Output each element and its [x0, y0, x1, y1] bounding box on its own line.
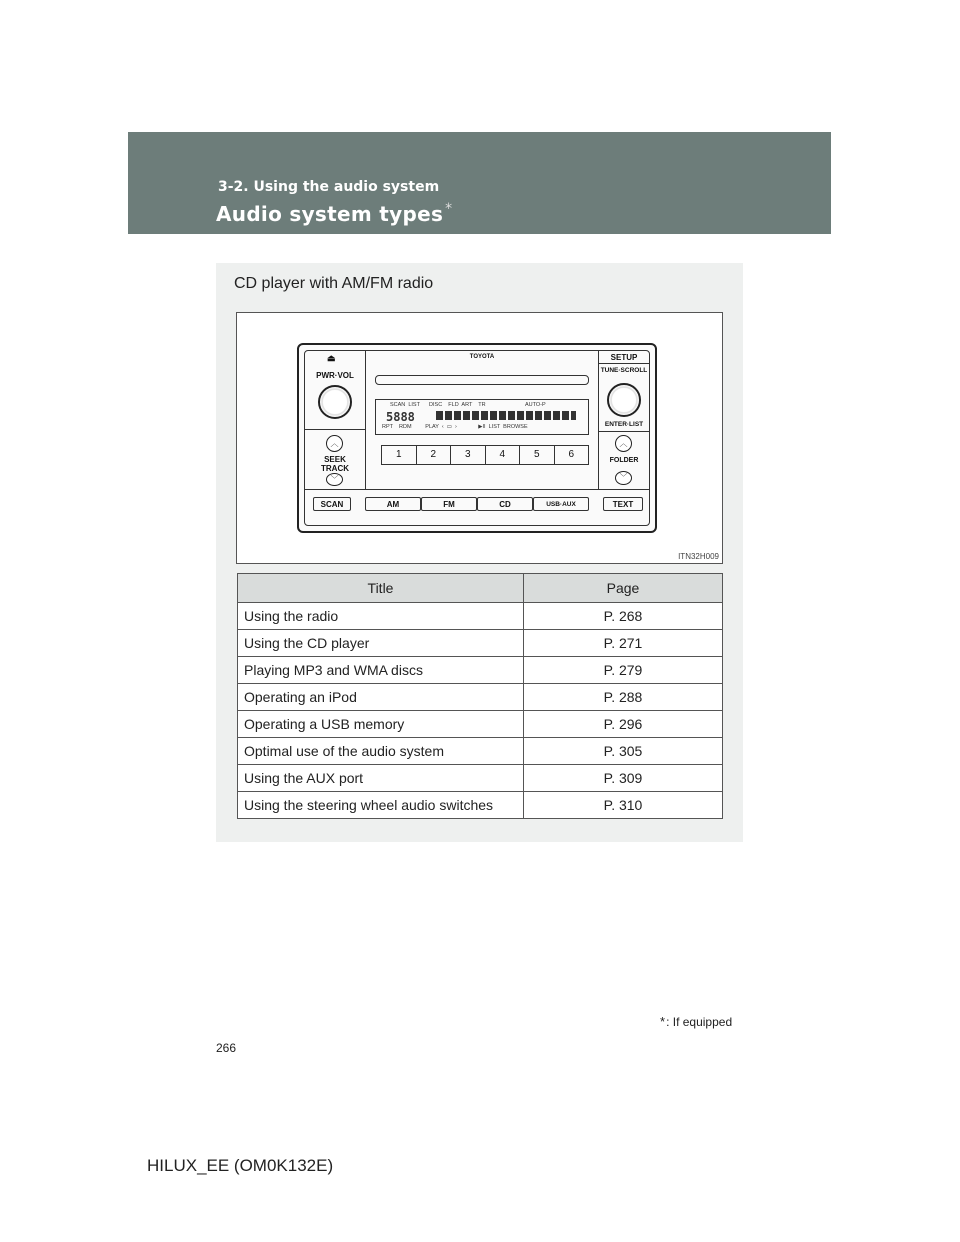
lcd-display: [375, 399, 589, 435]
table-row: [238, 684, 723, 711]
panel-heading: CD player with AM/FM radio: [234, 275, 434, 292]
preset-button-6: 6: [568, 449, 575, 460]
radio-illustration: [236, 312, 723, 564]
row-page-link: P. 279: [524, 657, 723, 684]
column-header-title: Title: [238, 574, 524, 603]
row-title: Using the steering wheel audio switches: [238, 792, 524, 819]
brand-logo: TOYOTA: [469, 354, 495, 360]
seek-down-icon: ﹀: [326, 473, 343, 486]
radio-face: [304, 350, 650, 526]
divider: [599, 363, 649, 364]
table-row: [238, 738, 723, 765]
divider: [305, 429, 365, 430]
title-footnote-mark: *: [445, 201, 453, 217]
row-page-link: P. 309: [524, 765, 723, 792]
preset-button-2: 2: [417, 446, 452, 464]
lcd-segments: [436, 411, 576, 420]
tune-scroll-knob: [607, 383, 641, 417]
chapter-header: [128, 132, 831, 234]
center-section: [367, 351, 597, 489]
footnote-mark: *: [660, 1014, 666, 1029]
row-page-link: P. 305: [524, 738, 723, 765]
lcd-digits: 5888: [386, 410, 415, 424]
am-button: AM: [365, 497, 421, 511]
right-control-column: [598, 351, 649, 489]
page-number: 266: [216, 1041, 237, 1055]
row-title: Using the radio: [238, 603, 524, 630]
preset-button-5: 5: [520, 446, 555, 464]
folder-down-icon: ﹀: [615, 471, 632, 485]
row-title: Playing MP3 and WMA discs: [238, 657, 524, 684]
preset-button-1: 1: [382, 446, 417, 464]
reference-table: [237, 573, 723, 819]
content-panel: [216, 263, 743, 842]
row-title: Operating an iPod: [238, 684, 524, 711]
footnote-text: : If equipped: [666, 1015, 733, 1029]
pwr-vol-label: PWR·VOL: [316, 371, 354, 380]
row-title: Optimal use of the audio system: [238, 738, 524, 765]
row-page-link: P. 288: [524, 684, 723, 711]
pwr-vol-knob: [318, 385, 352, 419]
row-title: Using the CD player: [238, 630, 524, 657]
cd-slot: [375, 375, 589, 385]
fm-button: FM: [421, 497, 477, 511]
tune-scroll-label: TUNE·SCROLL: [600, 367, 648, 374]
row-page-link: P. 296: [524, 711, 723, 738]
table-header-row: [238, 574, 723, 603]
preset-buttons: [381, 445, 589, 465]
cd-button: CD: [477, 497, 533, 511]
enter-list-label: ENTER·LIST: [604, 421, 644, 428]
usb-aux-button: USB·AUX: [533, 497, 589, 511]
row-title: Using the AUX port: [238, 765, 524, 792]
footnote: [660, 1014, 732, 1029]
row-page-link: P. 268: [524, 603, 723, 630]
table-row: [238, 603, 723, 630]
lcd-bottom-row: RPT RDM PLAY ‹ ▭ › ▶II LIST BROWSE: [382, 424, 528, 430]
lcd-top-row: SCAN LIST DISC FLD ART TR AUTO-P: [390, 402, 546, 408]
track-label: TRACK: [321, 464, 349, 473]
left-control-column: [305, 351, 366, 489]
row-page-link: P. 271: [524, 630, 723, 657]
eject-icon: ⏏: [327, 353, 336, 363]
row-page-link: P. 310: [524, 792, 723, 819]
seek-up-icon: ︿: [326, 435, 343, 452]
bottom-button-row: [305, 489, 649, 525]
column-header-page: Page: [524, 574, 723, 603]
row-title: Operating a USB memory: [238, 711, 524, 738]
divider: [599, 431, 649, 432]
table-row: [238, 657, 723, 684]
folder-up-icon: ︿: [615, 435, 632, 452]
folder-label: FOLDER: [609, 457, 639, 464]
table-row: [238, 711, 723, 738]
section-title: 3-2. Using the audio system: [218, 179, 440, 195]
seek-label: SEEK: [324, 455, 346, 464]
setup-label: SETUP: [610, 353, 638, 362]
preset-button-3: 3: [451, 446, 486, 464]
manual-code: HILUX_EE (OM0K132E): [147, 1156, 334, 1175]
table-row: [238, 630, 723, 657]
page-title-text: Audio system types: [216, 202, 444, 226]
scan-button: SCAN: [313, 497, 351, 511]
radio-unit: [297, 343, 657, 533]
table-row: [238, 792, 723, 819]
page-title: [216, 201, 452, 226]
table-row: [238, 765, 723, 792]
preset-button-4: 4: [486, 446, 521, 464]
text-button: TEXT: [603, 497, 643, 511]
figure-code: ITN32H009: [678, 552, 719, 561]
